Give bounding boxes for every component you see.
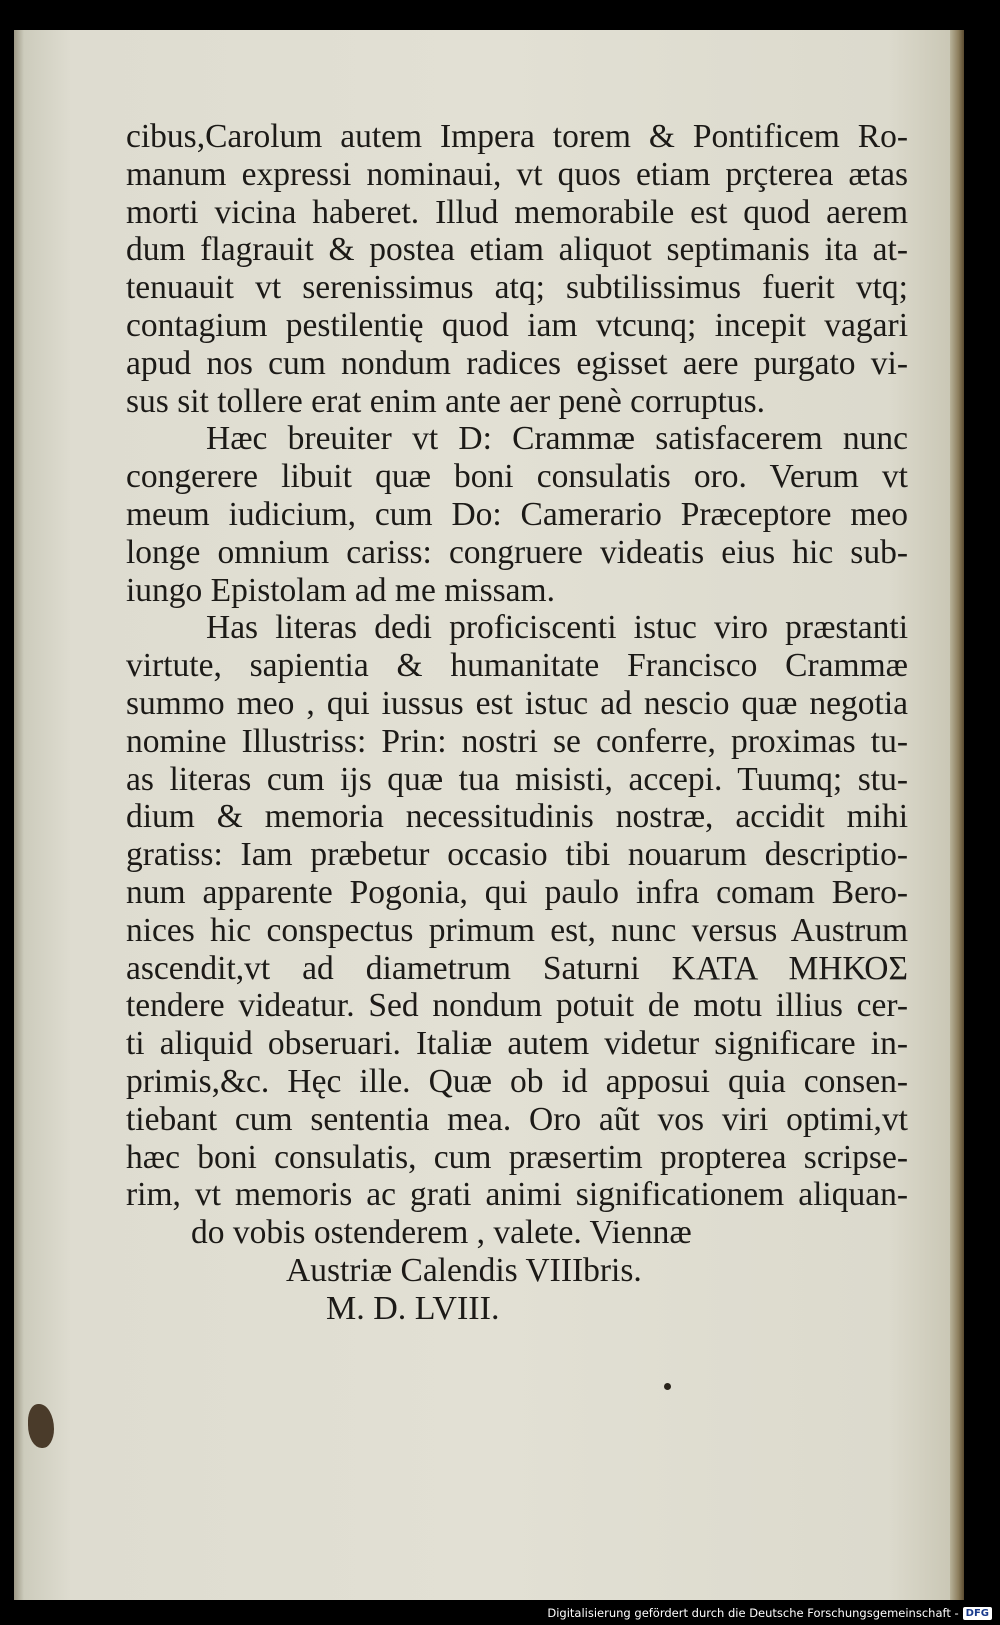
- text-line: gratiss: Iam præbetur occasio tibi nouarum descriptio-: [126, 836, 908, 874]
- text-line: num apparente Pogonia, qui paulo infra comam Bero-: [126, 873, 908, 911]
- text-line: sus sit tollere erat enim ante aer penè corruptus.: [126, 382, 766, 420]
- text-line: as literas cum ijs quæ tua misisti, accepi. Tuumq; stu-: [126, 760, 908, 798]
- text-line: hæc boni consulatis, cum præsertim propterea scripse-: [126, 1138, 908, 1176]
- text-line: summo meo , qui iussus est istuc ad nescio quæ negotia: [126, 684, 908, 722]
- dfg-logo: DFG: [963, 1607, 992, 1620]
- text-line: apud nos cum nondum radices egisset aere purgato vi-: [126, 344, 908, 382]
- text-line: rim, vt memoris ac grati animi significationem aliquan-: [126, 1176, 908, 1214]
- paragraph-start-line: Hæc breuiter vt D: Crammæ satisfacerem nunc: [206, 420, 908, 458]
- text-block: [126, 118, 908, 1328]
- text-line: tenuauit vt serenissimus atq; subtilissimus fuerit vtq;: [126, 269, 908, 307]
- text-line: tendere videatur. Sed nondum potuit de motu illius cer-: [126, 987, 908, 1025]
- closing-line: do vobis ostenderem , valete. Viennæ: [191, 1214, 692, 1252]
- text-line: tiebant cum sententia mea. Oro aũt vos viri optimi,vt: [126, 1100, 908, 1138]
- text-line: manum expressi nominaui, vt quos etiam prçterea ætas: [126, 155, 908, 193]
- date-line: Austriæ Calendis VIIIbris.: [286, 1251, 642, 1289]
- ink-speck: [664, 1383, 671, 1390]
- text-line: contagium pestilentię quod iam vtcunq; incepit vagari: [126, 306, 908, 344]
- text-line: longe omnium cariss: congruere videatis eius hic sub-: [126, 533, 908, 571]
- text-line: morti vicina haberet. Illud memorabile est quod aerem: [126, 193, 908, 231]
- text-line: primis,&c. Hęc ille. Quæ ob id apposui quia consen-: [126, 1062, 908, 1100]
- ornament-mark: [28, 1404, 54, 1448]
- text-line: dium & memoria necessitudinis nostræ, accidit mihi: [126, 798, 908, 836]
- page-edge: [950, 30, 964, 1600]
- text-line: nices hic conspectus primum est, nunc versus Austrum: [126, 911, 908, 949]
- page-gutter-shadow: [14, 30, 24, 1600]
- funding-credit: Digitalisierung gefördert durch die Deutsche Forschungsgemeinschaft -: [547, 1606, 959, 1620]
- paragraph-start-line: Has literas dedi proficiscenti istuc viro præstanti: [206, 609, 908, 647]
- text-line: ti aliquid obseruari. Italiæ autem videtur significare in-: [126, 1025, 908, 1063]
- text-line: meum iudicium, cum Do: Camerario Præceptore meo: [126, 495, 908, 533]
- book-page: [14, 30, 964, 1600]
- text-line: cibus,Carolum autem Impera torem & Pontificem Ro-: [126, 118, 908, 155]
- text-line: dum flagrauit & postea etiam aliquot septimanis ita at-: [126, 231, 908, 269]
- text-line: iungo Epistolam ad me missam.: [126, 571, 555, 609]
- year-line: M. D. LVIII.: [326, 1289, 500, 1327]
- text-line: virtute, sapientia & humanitate Francisco Crammæ: [126, 647, 908, 685]
- text-line: nomine Illustriss: Prin: nostri se conferre, proximas tu-: [126, 722, 908, 760]
- digitization-footer: [547, 1603, 992, 1623]
- text-line: congerere libuit quæ boni consulatis oro. Verum vt: [126, 458, 908, 496]
- text-line: ascendit,vt ad diametrum Saturni ΚΑΤΑ ΜΗΚΟΣ: [126, 949, 908, 987]
